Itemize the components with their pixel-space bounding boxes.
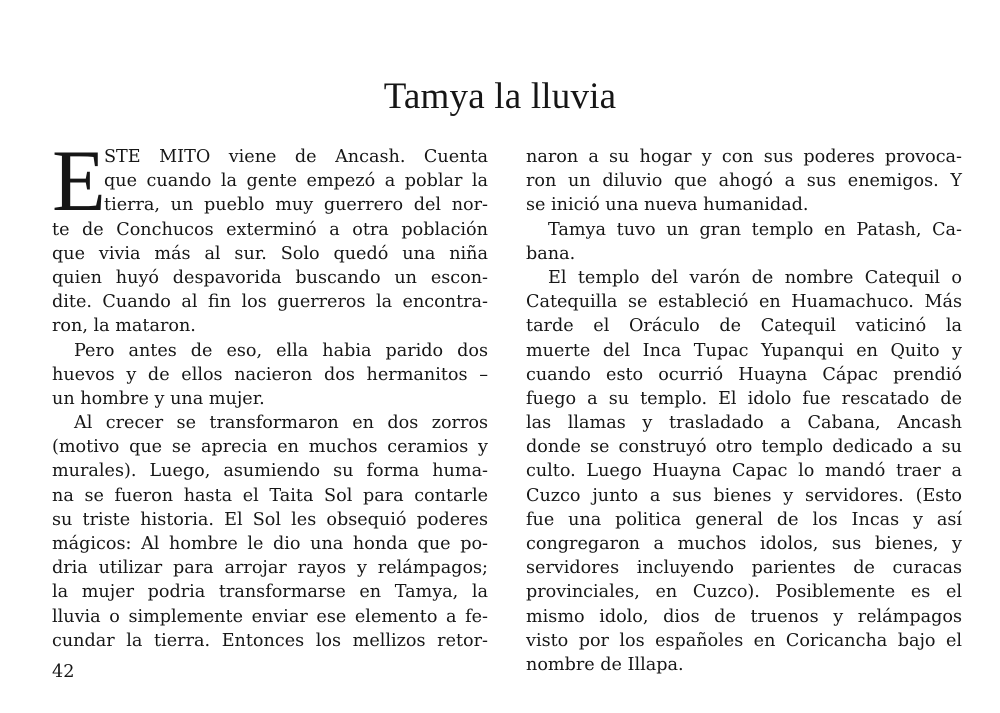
text-line: se inició una nueva humanidad. xyxy=(526,195,809,216)
text-line: tierra, un pueblo muy guerrero del nor- xyxy=(104,195,488,216)
text-line: El templo del varón de nombre Catequil o xyxy=(548,267,962,288)
text-line: su triste historia. El Sol les obsequió poderes xyxy=(52,509,488,530)
text-line: un hombre y una mujer. xyxy=(52,388,265,409)
text-line: las llamas y trasladado a Cabana, Ancash xyxy=(526,413,962,434)
text-line: dite. Cuando al fin los guerreros la encontra- xyxy=(52,292,488,313)
left-column xyxy=(52,133,488,653)
text-line: huevos y de ellos nacieron dos hermanitos – xyxy=(52,364,488,385)
text-line: muerte del Inca Tupac Yupanqui en Quito y xyxy=(526,340,962,361)
text-line: mágicos: Al hombre le dio una honda que po- xyxy=(52,534,488,554)
text-line: que vivia más al sur. Solo quedó una niña xyxy=(52,243,488,264)
text-line: donde se construyó otro templo dedicado a su xyxy=(526,437,962,458)
text-line: Tamya tuvo un gran templo en Patash, Ca- xyxy=(548,219,962,240)
text-line: STE MITO viene de Ancash. Cuenta xyxy=(104,147,488,167)
text-line: dria utilizar para arrojar rayos y relámpagos; xyxy=(52,558,488,579)
text-line: mismo idolo, dios de truenos y relámpagos xyxy=(526,606,962,627)
text-line: lluvia o simplemente enviar ese elemento a fe- xyxy=(52,606,488,627)
text-line: na se fueron hasta el Taita Sol para contarle xyxy=(52,485,488,506)
text-line: congregaron a muchos idolos, sus bienes, y xyxy=(526,534,962,554)
text-line: visto por los españoles en Coricancha bajo el xyxy=(526,630,962,651)
text-line: bana. xyxy=(526,243,576,264)
right-column xyxy=(526,145,962,677)
text-line: Al crecer se transformaron en dos zorros xyxy=(74,413,488,434)
text-line: te de Conchucos exterminó a otra población xyxy=(52,219,488,240)
text-line: provinciales, en Cuzco). Posiblemente es el xyxy=(526,582,962,603)
text-line: tarde el Oráculo de Catequil vaticinó la xyxy=(526,316,962,337)
drop-cap: E xyxy=(52,133,106,230)
text-line: quien huyó despavorida buscando un escon- xyxy=(52,267,488,288)
text-line: Catequilla se estableció en Huamachuco. Más xyxy=(526,292,962,313)
text-line: que cuando la gente empezó a poblar la xyxy=(104,171,488,192)
text-line: murales). Luego, asumiendo su forma huma- xyxy=(52,461,488,482)
text-line: Cuzco junto a sus bienes y servidores. (Esto xyxy=(526,485,962,506)
text-line: ron un diluvio que ahogó a sus enemigos. Y xyxy=(526,171,962,192)
page-number: 42 xyxy=(52,662,75,682)
text-line: (motivo que se aprecia en muchos ceramios y xyxy=(52,437,488,458)
text-line: cundar la tierra. Entonces los mellizos retor- xyxy=(52,630,488,651)
text-line: servidores incluyendo parientes de curacas xyxy=(526,558,962,579)
text-line: cuando esto ocurrió Huayna Cápac prendió xyxy=(526,364,962,385)
page-title: Tamya la lluvia xyxy=(383,76,617,117)
text-line: fue una politica general de los Incas y así xyxy=(526,509,962,530)
text-line: nombre de Illapa. xyxy=(526,654,684,675)
text-line: naron a su hogar y con sus poderes provoca- xyxy=(526,147,962,167)
text-line: Pero antes de eso, ella habia parido dos xyxy=(74,340,488,361)
text-line: fuego a su templo. El idolo fue rescatado de xyxy=(526,388,962,409)
text-line: la mujer podria transformarse en Tamya, la xyxy=(52,582,488,603)
text-line: culto. Luego Huayna Capac lo mandó traer a xyxy=(526,461,962,482)
text-line: ron, la mataron. xyxy=(52,316,196,337)
